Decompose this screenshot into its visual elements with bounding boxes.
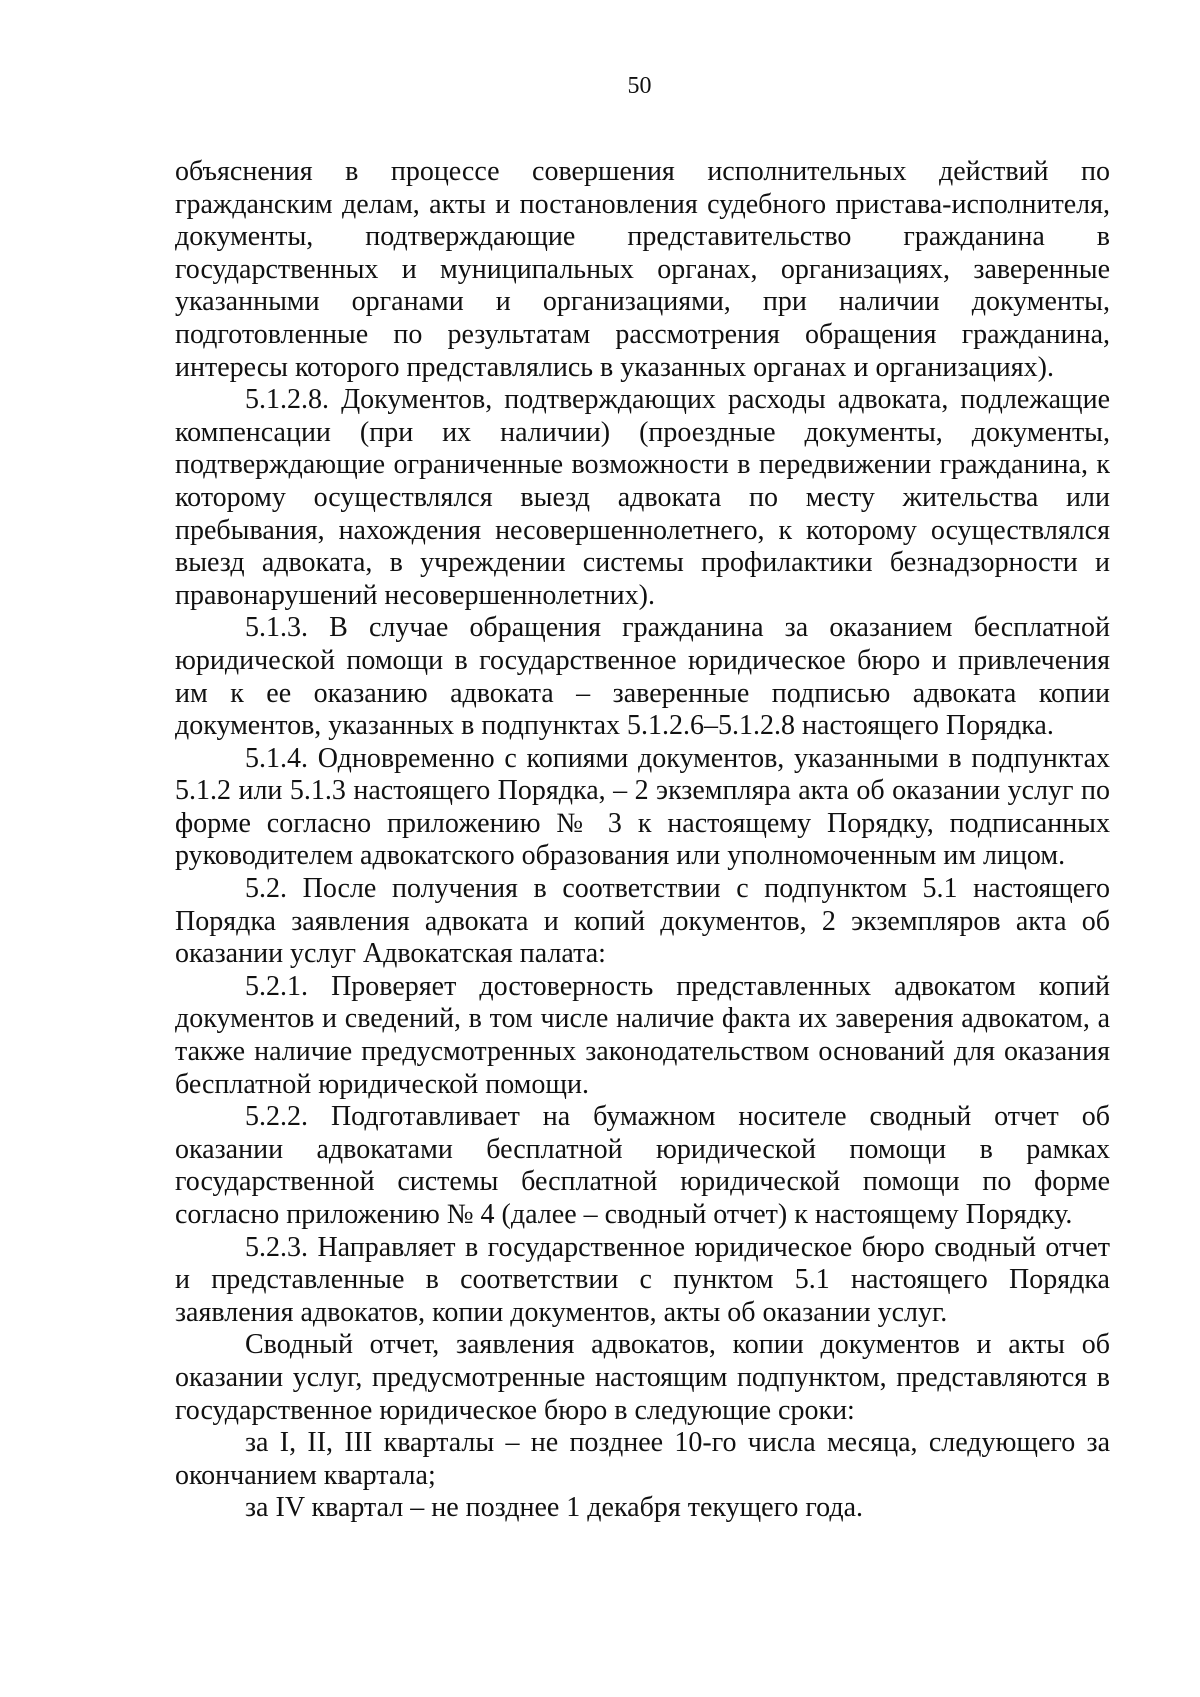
paragraph-summary-report: Сводный отчет, заявления адвокатов, копии документов и акты об оказании услуг, предусмотренные настоящим подпунктом, представляются в государственное юридическое бюро в следующие сроки: — [175, 1329, 1110, 1426]
paragraph-continuation: объяснения в процессе совершения исполнительных действий по гражданским делам, акты и постановления судебного пристава-исполнителя, документы, подтверждающие представительство гражданина в государственных и муниципальных органах, организациях, заверенные указанными органами и организациями, при наличии документы, подготовленные по результатам рассмотрения обращения гражданина, интересы которого представлялись в указанных органах и организациях). — [175, 156, 1110, 383]
paragraph-5-2: 5.2. После получения в соответствии с подпунктом 5.1 настоящего Порядка заявления адвоката и копий документов, 2 экземпляров акта об оказании услуг Адвокатская палата: — [175, 873, 1110, 970]
paragraph-5-2-3: 5.2.3. Направляет в государственное юридическое бюро сводный отчет и представленные в соответствии с пунктом 5.1 настоящего Порядка заявления адвокатов, копии документов, акты об оказании услуг. — [175, 1231, 1110, 1328]
paragraph-deadline-q4: за IV квартал – не позднее 1 декабря текущего года. — [245, 1492, 864, 1524]
page-number: 50 — [627, 73, 652, 99]
paragraph-5-1-2-8: 5.1.2.8. Документов, подтверждающих расходы адвоката, подлежащие компенсации (при их наличии) (проездные документы, документы, подтверждающие ограниченные возможности в передвижении гражданина, к которому осуществлялся выезд адвоката по месту жительства или пребывания, нахождения несовершеннолетнего, к которому осуществлялся выезд адвоката, в учреждении системы профилактики безнадзорности и правонарушений несовершеннолетних). — [175, 384, 1110, 611]
paragraph-5-2-2: 5.2.2. Подготавливает на бумажном носителе сводный отчет об оказании адвокатами бесплатной юридической помощи в рамках государственной системы бесплатной юридической помощи по форме согласно приложению № 4 (далее – сводный отчет) к настоящему Порядку. — [175, 1101, 1110, 1230]
document-body — [175, 156, 1110, 1525]
paragraph-5-1-3: 5.1.3. В случае обращения гражданина за оказанием бесплатной юридической помощи в государственное юридическое бюро и привлечения им к ее оказанию адвоката – заверенные подписью адвоката копии документов, указанных в подпунктах 5.1.2.6–5.1.2.8 настоящего Порядка. — [175, 612, 1110, 742]
paragraph-deadline-quarters: за I, II, III кварталы – не позднее 10-го числа месяца, следующего за окончанием квартала; — [175, 1427, 1110, 1491]
paragraph-5-2-1: 5.2.1. Проверяет достоверность представленных адвокатом копий документов и сведений, в том числе наличие факта их заверения адвокатом, а также наличие предусмотренных законодательством оснований для оказания бесплатной юридической помощи. — [175, 970, 1110, 1100]
paragraph-5-1-4: 5.1.4. Одновременно с копиями документов, указанными в подпунктах 5.1.2 или 5.1.3 настоящего Порядка, – 2 экземпляра акта об оказании услуг по форме согласно приложению № 3 к настоящему Порядку, подписанных руководителем адвокатского образования или уполномоченным им лицом. — [175, 742, 1110, 872]
